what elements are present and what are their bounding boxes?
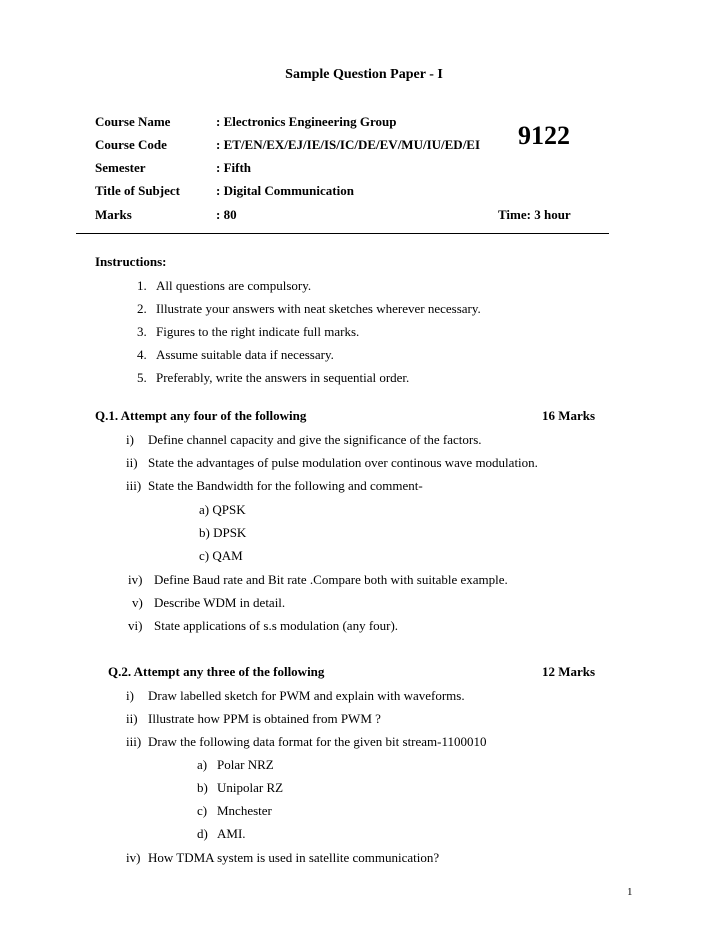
marks-label: Marks <box>95 207 132 222</box>
question-number: iii) <box>126 734 142 749</box>
header-divider <box>76 233 609 234</box>
instruction-number: 5. <box>137 370 147 385</box>
subject-title-value: : Digital Communication <box>216 183 354 198</box>
sub-option-letter: b) <box>197 780 208 795</box>
q1-heading: Q.1. Attempt any four of the following <box>95 408 307 423</box>
question-text: Define channel capacity and give the significance of the factors. <box>148 432 482 447</box>
instruction-number: 2. <box>137 301 147 316</box>
question-text: Describe WDM in detail. <box>154 595 286 610</box>
q1-marks: 16 Marks <box>542 408 596 423</box>
q2-heading: Q.2. Attempt any three of the following <box>108 664 325 679</box>
sub-option-letter: c) <box>197 803 208 818</box>
sub-option: a) QPSK <box>199 502 246 517</box>
course-code-label: Course Code <box>95 137 167 152</box>
sub-option-letter: d) <box>197 826 208 841</box>
question-number: iv) <box>128 572 143 587</box>
instruction-number: 1. <box>137 278 147 293</box>
instruction-text: Figures to the right indicate full marks. <box>156 324 360 339</box>
sub-option-text: AMI. <box>217 826 246 841</box>
marks-value: : 80 <box>216 207 237 222</box>
semester-value: : Fifth <box>216 160 252 175</box>
question-number: ii) <box>126 455 138 470</box>
sub-option-letter: a) <box>197 757 208 772</box>
sub-option-text: Polar NRZ <box>217 757 274 772</box>
sub-option: c) QAM <box>199 548 243 563</box>
question-text: State the Bandwidth for the following and comment- <box>148 478 423 493</box>
instruction-text: All questions are compulsory. <box>156 278 312 293</box>
question-text: How TDMA system is used in satellite communication? <box>148 850 440 865</box>
instruction-number: 3. <box>137 324 147 339</box>
sub-option-text: Mnchester <box>217 803 272 818</box>
question-number: iii) <box>126 478 142 493</box>
question-number: v) <box>132 595 143 610</box>
instructions-heading: Instructions: <box>95 254 167 269</box>
page-number: 1 <box>627 886 633 898</box>
question-text: State applications of s.s modulation (any four). <box>154 618 399 633</box>
semester-label: Semester <box>95 160 146 175</box>
q2-marks: 12 Marks <box>542 664 596 679</box>
course-code-value: : ET/EN/EX/EJ/IE/IS/IC/DE/EV/MU/IU/ED/EI <box>216 137 481 152</box>
instruction-text: Assume suitable data if necessary. <box>156 347 334 362</box>
paper-code: 9122 <box>518 121 570 150</box>
question-number: iv) <box>126 850 141 865</box>
sub-option: b) DPSK <box>199 525 247 540</box>
instruction-number: 4. <box>137 347 147 362</box>
question-text: Draw the following data format for the given bit stream-1100010 <box>148 734 487 749</box>
question-number: ii) <box>126 711 138 726</box>
question-text: Define Baud rate and Bit rate .Compare both with suitable example. <box>154 572 508 587</box>
sub-option-text: Unipolar RZ <box>217 780 284 795</box>
question-number: i) <box>126 432 134 447</box>
page-title: Sample Question Paper - I <box>285 67 443 82</box>
instruction-text: Preferably, write the answers in sequential order. <box>156 370 410 385</box>
question-text: Illustrate how PPM is obtained from PWM ? <box>148 711 381 726</box>
question-number: vi) <box>128 618 143 633</box>
course-name-value: : Electronics Engineering Group <box>216 114 397 129</box>
question-text: Draw labelled sketch for PWM and explain with waveforms. <box>148 688 465 703</box>
time-duration: Time: 3 hour <box>498 207 571 222</box>
question-number: i) <box>126 688 134 703</box>
instruction-text: Illustrate your answers with neat sketches wherever necessary. <box>156 301 481 316</box>
course-name-label: Course Name <box>95 114 171 129</box>
question-text: State the advantages of pulse modulation over continous wave modulation. <box>148 455 538 470</box>
subject-title-label: Title of Subject <box>95 183 180 198</box>
